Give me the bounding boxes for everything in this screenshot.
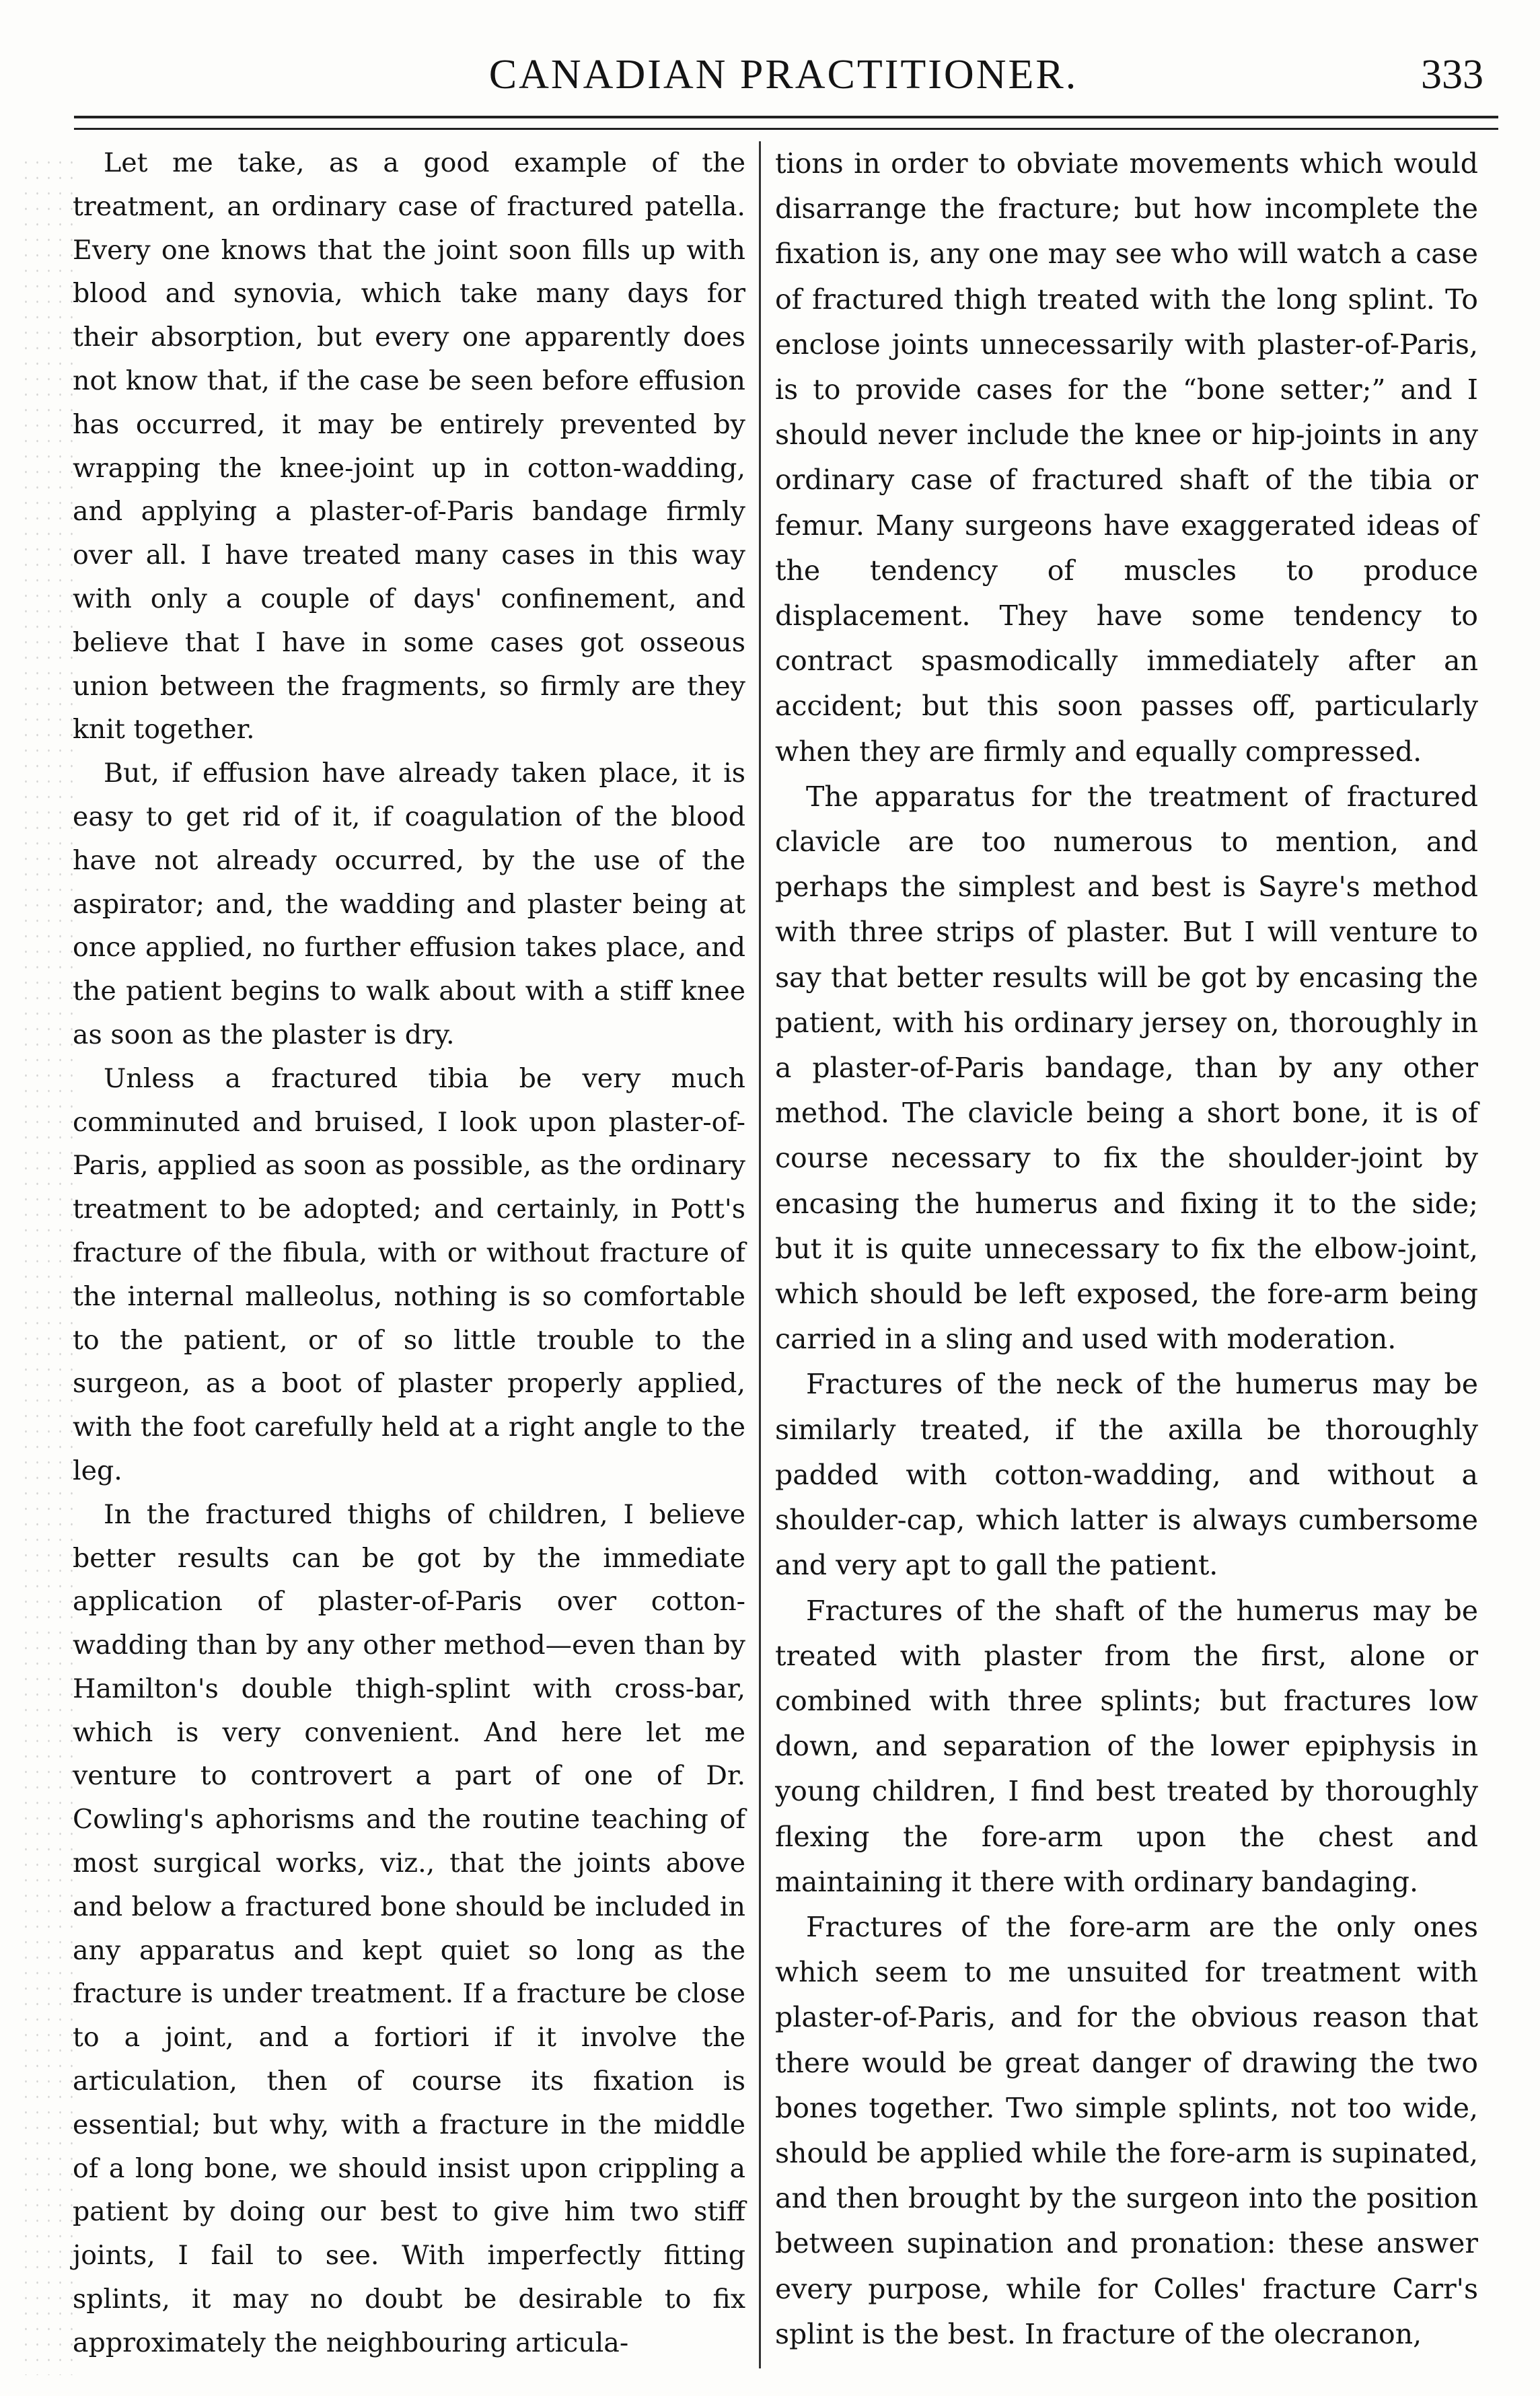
paragraph: In the fractured thighs of children, I believe better results can be got by the immediate application of plaster-of-Paris over cotton-wadding than by any other method—even than by Hamilton's double thigh-splint with cross-bar, which is very convenient. And here let me venture to controvert a part of one of Dr. Cowling's aphorisms and the routine teaching of most surgical works, viz., that the joints above and below a fractured bone should be included in any apparatus and kept quiet so long as the fracture is under treatment. If a fracture be close to a joint, and a fortiori if it involve the articulation, then of course its fixation is essential; but why, with a fracture in the middle of a long bone, we should insist upon crippling a patient by doing our best to give him two stiff joints, I fail to see. With imperfectly fitting splints, it may no doubt be desirable to fix approximately the neighbouring articula- xyxy=(73,1498,745,2358)
paragraph: Fractures of the shaft of the humerus may be treated with plaster from the first, alone or combined with three splints; but fractures low down, and separation of the lower epiphysis in young children, I find best treated by thoroughly flexing the fore-arm upon the chest and maintaining it there with ordinary bandaging. xyxy=(775,1594,1478,1898)
paragraph: But, if effusion have already taken place, it is easy to get rid of it, if coagulation of the blood have not already occurred, by the use of the aspirator; and, the wadding and plaster being at once applied, no further effusion takes place, and the patient begins to walk about with a stiff knee as soon as the plaster is dry. xyxy=(73,758,745,1050)
right-column xyxy=(775,141,1478,2357)
paragraph: The apparatus for the treatment of fractured clavicle are too numerous to mention, and perhaps the simplest and best is Sayre's method with three strips of plaster. But I will venture to say that better results will be got by encasing the patient, with his ordinary jersey on, thoroughly in a plaster-of-Paris bandage, than by any other method. The clavicle being a short bone, it is of course necessary to fix the shoulder-joint by encasing the humerus and fixing it to the side; but it is quite unnecessary to fix the elbow-joint, which should be left exposed, the fore-arm being carried in a sling and used with moderation. xyxy=(775,780,1478,1356)
header-rule-secondary xyxy=(74,128,1498,130)
scan-speckle xyxy=(20,155,74,2375)
paragraph: Unless a fractured tibia be very much comminuted and bruised, I look upon plaster-of-Paris, applied as soon as possible, as the ordinary treatment to be adopted; and certainly, in Pott's fracture of the fibula, with or without fracture of the internal malleolus, nothing is so comfortable to the patient, or of so little trouble to the surgeon, as a boot of plaster properly applied, with the foot carefully held at a right angle to the leg. xyxy=(73,1062,745,1486)
header-rule xyxy=(74,116,1498,118)
left-column xyxy=(73,141,745,2365)
page-number: 333 xyxy=(1421,52,1483,98)
paragraph: Fractures of the neck of the humerus may be similarly treated, if the axilla be thoroughly padded with cotton-wadding, and without a shoulder-cap, which latter is always cumbersome and very apt to gall the patient. xyxy=(775,1368,1478,1582)
column-divider xyxy=(759,141,761,2368)
paragraph: Fractures of the fore-arm are the only ones which seem to me unsuited for treatment with plaster-of-Paris, and for the obvious reason that there would be great danger of drawing the two bones together. Two simple splints, not too wide, should be applied while the fore-arm is supinated, and then brought by the surgeon into the position between supination and pronation: these answer every purpose, while for Colles' fracture Carr's splint is the best. In fracture of the olecranon, xyxy=(775,1910,1478,2350)
running-header xyxy=(74,48,1493,109)
paragraph-continued: tions in order to obviate movements which would disarrange the fracture; but how incomplete the fixation is, any one may see who will watch a case of fractured thigh treated with the long splint. To enclose joints unnecessarily with plaster-of-Paris, is to provide cases for the “bone setter;” and I should never include the knee or hip-joints in any ordinary case of fractured shaft of the tibia or femur. Many surgeons have exaggerated ideas of the tendency of muscles to produce displacement. They have some tendency to contract spasmodically immediately after an accident; but this soon passes off, particularly when they are firmly and equally compressed. xyxy=(775,147,1478,768)
paragraph: Let me take, as a good example of the treatment, an ordinary case of fractured patella. Every one knows that the joint soon fills up with blood and synovia, which take many days for their absorption, but every one apparently does not know that, if the case be seen before effusion has occurred, it may be entirely prevented by wrapping the knee-joint up in cotton-wadding, and applying a plaster-of-Paris bandage firmly over all. I have treated many cases in this way with only a couple of days' confinement, and believe that I have in some cases got osseous union between the fragments, so firmly are they knit together. xyxy=(73,147,745,746)
journal-title: CANADIAN PRACTITIONER. xyxy=(488,52,1078,98)
